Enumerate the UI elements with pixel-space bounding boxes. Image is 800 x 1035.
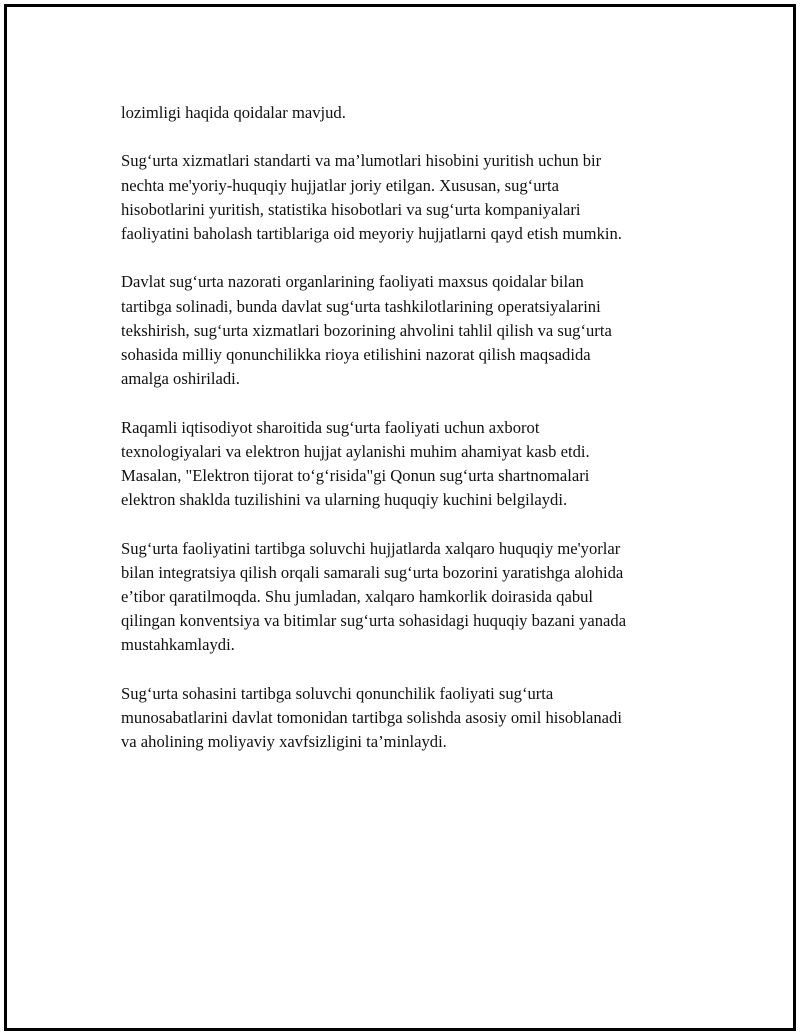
paragraph-digital-economy: Raqamli iqtisodiyot sharoitida sug‘urta faoliyati uchun axborot texnologiyalari va elektron hujjat aylanishi muhim ahamiyat kasb etdi. Masalan, "Elektron tijorat to‘g‘risida"gi Qonun sug‘urta shartnomalari elektron shaklda tuzilishini va ularning huquqiy kuchini belgilaydi.	[121, 417, 590, 510]
paragraph-continuation: lozimligi haqida qoidalar mavjud.	[121, 103, 346, 122]
paragraph-international-integration: Sug‘urta faoliyatini tartibga soluvchi hujjatlarda xalqaro huquqiy me'yorlar bilan integratsiya qilish orqali samarali sug‘urta bozorini yaratishga alohida e’tibor qaratilmoqda. Shu jumladan, xalqaro hamkorlik doirasida qabul qilingan konventsiya va bitimlar sug‘urta sohasidagi huquqiy bazani yanada mustahkamlaydi.	[121, 538, 627, 655]
paragraph-state-supervision: Davlat sug‘urta nazorati organlarining faoliyati maxsus qoidalar bilan tartibga solinadi, bunda davlat sug‘urta tashkilotlarining operatsiyalarini tekshirish, sug‘urta xizmatlari bozorining ahvolini tahlil qilish va sug‘urta sohasida milliy qonunchilikka rioya etilishini nazorat qilish maqsadida amalga oshiriladi.	[121, 272, 612, 389]
paragraph-standards: Sug‘urta xizmatlari standarti va ma’lumotlari hisobini yuritish uchun bir nechta me'yoriy-huquqiy hujjatlar joriy etilgan. Xususan, sug‘urta hisobotlarini yuritish, statistika hisobotlari va sug‘urta kompaniyalari faoliyatini baholash tartiblariga oid meyoriy hujjatlarni qayd etish mumkin.	[121, 151, 622, 243]
page-frame	[4, 4, 796, 1031]
paragraph-conclusion: Sug‘urta sohasini tartibga soluvchi qonunchilik faoliyati sug‘urta munosabatlarini davlat tomonidan tartibga solishda asosiy omil hisoblanadi va aholining moliyaviy xavfsizligini ta’minlaydi.	[121, 683, 622, 752]
document-body	[121, 101, 691, 779]
